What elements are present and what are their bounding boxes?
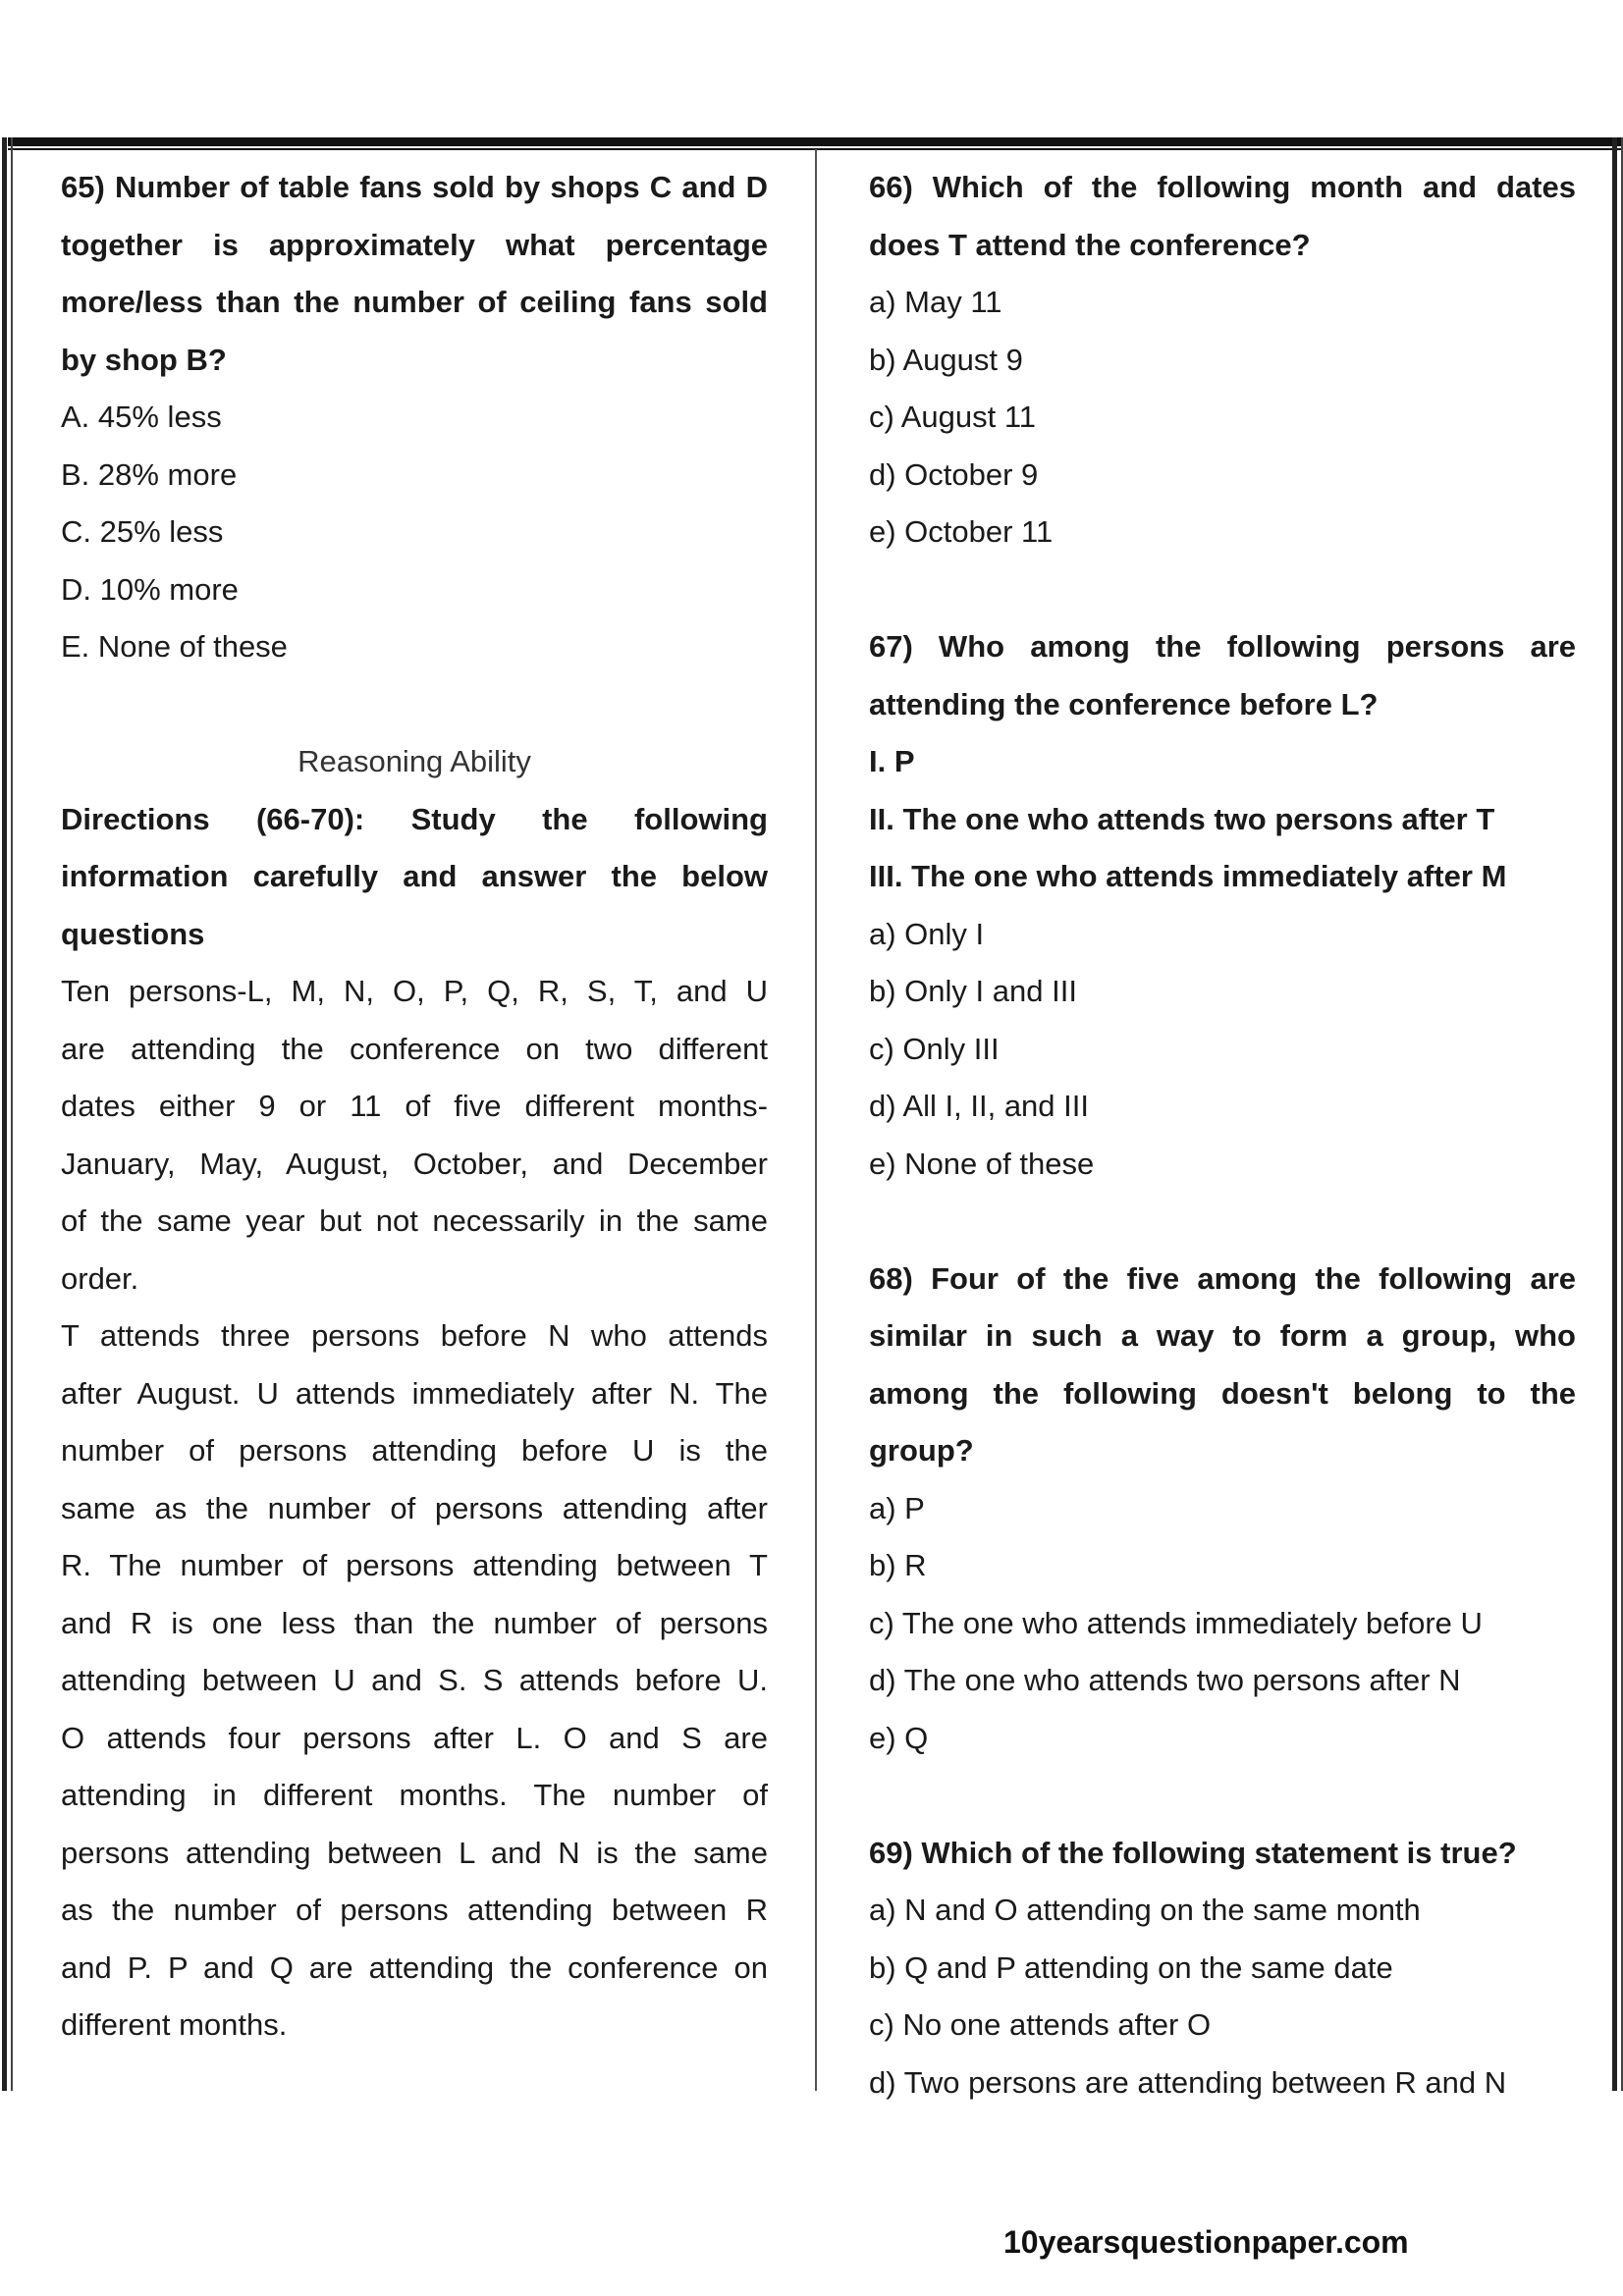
passage-line: and P. P and Q are attending the conference on: [61, 1949, 768, 1985]
passage-line: T attends three persons before N who attends: [61, 1318, 768, 1353]
passage-line: are attending the conference on two different: [61, 1031, 768, 1066]
question-67: [869, 618, 1576, 1193]
directions-line: information carefully and answer the below: [61, 859, 768, 893]
top-border: [8, 137, 1623, 146]
site-footer: 10yearsquestionpaper.com: [1003, 2224, 1409, 2260]
directions-line: questions: [61, 916, 205, 951]
column-divider: [815, 149, 817, 2091]
answer-option: e) None of these: [869, 1146, 1095, 1181]
left-border: [2, 137, 7, 2091]
question-65: [61, 159, 768, 676]
question-66: [869, 159, 1576, 561]
answer-option: e) Q: [869, 1720, 929, 1755]
passage-line: different months.: [61, 2007, 288, 2042]
passage-line: January, May, August, October, and December: [61, 1146, 768, 1181]
answer-option: d) The one who attends two persons after N: [869, 1663, 1461, 1697]
passage: [61, 963, 768, 2055]
question-text-line: 69) Which of the following statement is true?: [869, 1835, 1517, 1870]
passage-line: same as the number of persons attending after: [61, 1490, 768, 1525]
answer-option: D. 10% more: [61, 571, 239, 607]
answer-option: b) Q and P attending on the same date: [869, 1949, 1393, 1985]
answer-option: C. 25% less: [61, 514, 224, 549]
left-column: [61, 159, 768, 2055]
question-text-line: more/less than the number of ceiling fans sold: [61, 285, 768, 319]
question-text-line: 67) Who among the following persons are: [869, 629, 1576, 664]
question-text-line: together is approximately what percentage: [61, 227, 768, 262]
passage-line: as the number of persons attending between R: [61, 1893, 768, 1927]
passage-line: of the same year but not necessarily in the same: [61, 1203, 768, 1238]
passage-line: O attends four persons after L. O and S are: [61, 1720, 768, 1755]
answer-option: c) No one attends after O: [869, 2007, 1212, 2042]
right-border: [1612, 137, 1617, 2091]
answer-option: A. 45% less: [61, 400, 222, 434]
passage-line: and R is one less than the number of persons: [61, 1605, 768, 1640]
answer-option: a) Only I: [869, 916, 985, 951]
passage-line: Ten persons-L, M, N, O, P, Q, R, S, T, and U: [61, 974, 768, 1008]
answer-option: d) October 9: [869, 456, 1039, 492]
passage-line: R. The number of persons attending between T: [61, 1548, 768, 1582]
statement-line: II. The one who attends two persons after T: [869, 801, 1495, 836]
answer-option: b) R: [869, 1548, 927, 1582]
question-text-line: 65) Number of table fans sold by shops C and D: [61, 170, 768, 204]
statement-line: III. The one who attends immediately after M: [869, 859, 1507, 893]
answer-option: E. None of these: [61, 629, 288, 664]
question-text-line: does T attend the conference?: [869, 227, 1311, 262]
answer-option: b) Only I and III: [869, 974, 1077, 1008]
question-text-line: 68) Four of the five among the following are: [869, 1260, 1576, 1296]
answer-option: e) October 11: [869, 514, 1054, 549]
passage-line: dates either 9 or 11 of five different months-: [61, 1089, 768, 1123]
answer-option: b) August 9: [869, 342, 1023, 377]
left-border-inner: [11, 137, 13, 2091]
answer-option: d) Two persons are attending between R and N: [869, 2064, 1507, 2100]
answer-option: d) All I, II, and III: [869, 1089, 1089, 1123]
directions-line: Directions (66-70): Study the following: [61, 801, 768, 836]
answer-option: a) N and O attending on the same month: [869, 1893, 1421, 1927]
answer-option: a) P: [869, 1490, 925, 1525]
right-column: [869, 159, 1576, 2111]
question-text-line: among the following doesn't belong to the: [869, 1375, 1576, 1411]
question-text-line: similar in such a way to form a group, who: [869, 1318, 1576, 1353]
section-title: Reasoning Ability: [298, 744, 531, 778]
question-68: [869, 1251, 1576, 1768]
question-text-line: group?: [869, 1433, 974, 1468]
passage-line: order.: [61, 1260, 139, 1296]
answer-option: B. 28% more: [61, 456, 238, 492]
answer-option: c) The one who attends immediately before U: [869, 1605, 1483, 1640]
passage-line: number of persons attending before U is the: [61, 1433, 768, 1468]
question-text-line: attending the conference before L?: [869, 686, 1379, 721]
answer-option: c) Only III: [869, 1031, 1000, 1066]
passage-line: after August. U attends immediately after N. The: [61, 1375, 768, 1411]
passage-line: attending between U and S. S attends before U.: [61, 1663, 768, 1697]
passage-line: persons attending between L and N is the same: [61, 1835, 768, 1870]
question-text-line: 66) Which of the following month and dates: [869, 170, 1576, 204]
directions: [61, 791, 768, 964]
answer-option: a) May 11: [869, 285, 1002, 319]
passage-line: attending in different months. The number of: [61, 1778, 768, 1812]
answer-option: c) August 11: [869, 400, 1037, 434]
statement-line: I. P: [869, 744, 915, 778]
question-text-line: by shop B?: [61, 342, 227, 377]
question-69: [869, 1825, 1576, 2112]
